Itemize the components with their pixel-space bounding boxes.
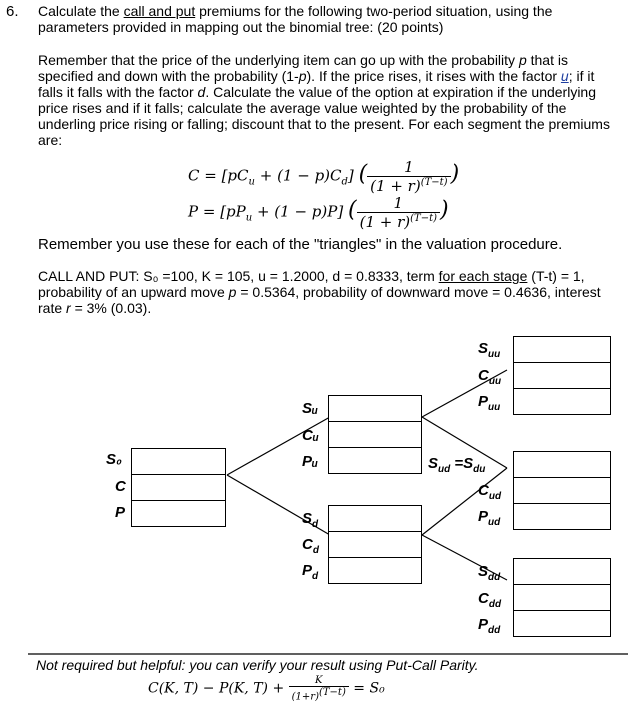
label-su: Sᵤ <box>302 400 319 417</box>
label-suu: $S_{uu}$ <box>478 340 501 360</box>
parity-note: Not required but helpful: you can verify your result using Put-Call Parity. <box>36 657 479 673</box>
pdd-input-box[interactable] <box>513 610 611 637</box>
label-cu: Cᵤ <box>302 427 319 444</box>
label-c: C <box>115 478 126 495</box>
label-cuu: $C_{uu}$ <box>478 367 502 387</box>
call-put-underlined: call and put <box>123 3 196 19</box>
puu-input-box[interactable] <box>513 388 611 415</box>
label-sd: $S_d$ <box>302 510 319 530</box>
question-number: 6. <box>6 3 19 20</box>
pu-input-box[interactable] <box>328 447 422 474</box>
cuu-input-box[interactable] <box>513 362 611 389</box>
label-pd: $P_d$ <box>302 562 319 582</box>
label-cdd: $C_{dd}$ <box>478 590 502 610</box>
label-pu: Pᵤ <box>302 453 319 470</box>
label-cd: $C_d$ <box>302 536 319 556</box>
label-sdd: $S_{dd}$ <box>478 563 501 583</box>
su-input-box[interactable] <box>328 395 422 422</box>
suu-input-box[interactable] <box>513 336 611 363</box>
pd-input-box[interactable] <box>328 557 422 584</box>
remember-paragraph: Remember that the price of the underlying item can go up with the probability p that is specified and down with the probability (1-p). If the price rises, it rises with the factor u; if it falls it falls with the factor d. Calculate the value of the option at expiration if the underlying price rises and if it falls; calculate the average value weighted by the probability of the underling price rising or falling; discount that to the present. For each segment the premiums are: <box>38 52 610 148</box>
u-factor-link[interactable]: u <box>560 68 569 84</box>
cdd-input-box[interactable] <box>513 584 611 611</box>
question-intro: Calculate the call and put premiums for the following two-period situation, using the parameters provided in mapping out the binomial tree: (20 points) <box>38 3 553 35</box>
put-premium-formula: $P = [pP_u + (1 - p)P]$ ( $\frac{1}{(1 + r)^{(T-t)}}$ ) <box>188 194 449 231</box>
cud-input-box[interactable] <box>513 477 611 504</box>
p-input-box[interactable] <box>131 500 226 527</box>
s0-input-box[interactable] <box>131 448 226 475</box>
label-s0: S₀ <box>106 451 122 468</box>
c-input-box[interactable] <box>131 474 226 501</box>
sud-input-box[interactable] <box>513 451 611 478</box>
parity-formula: C(K, T) − P(K, T) + $\frac{K}{(1+r)^{(T-t)}}$ = S₀ <box>148 675 385 702</box>
cd-input-box[interactable] <box>328 531 422 558</box>
label-p: P <box>115 504 126 521</box>
sd-input-box[interactable] <box>328 505 422 532</box>
triangles-note: Remember you use these for each of the "triangles" in the valuation procedure. <box>38 236 563 253</box>
cu-input-box[interactable] <box>328 421 422 448</box>
label-sud: $S_{ud} =S_{du}$ <box>428 455 486 475</box>
parameters-paragraph: CALL AND PUT: S₀ =100, K = 105, u = 1.2000, d = 0.8333, term for each stage (T-t) = 1, probability of an upward move p = 0.5364, probability of downward move = 0.4636, interest rate r = 3% (0.03). <box>38 268 601 316</box>
label-pud: $P_{ud}$ <box>478 508 501 528</box>
sdd-input-box[interactable] <box>513 558 611 585</box>
label-puu: $P_{uu}$ <box>478 393 501 413</box>
call-premium-formula: $C = [pC_u + (1 - p)C_d]$ ( $\frac{1}{(1 + r)^{(T-t)}}$ ) <box>188 158 460 195</box>
label-pdd: $P_{dd}$ <box>478 616 501 636</box>
label-cud: $C_{ud}$ <box>478 482 502 502</box>
pud-input-box[interactable] <box>513 503 611 530</box>
